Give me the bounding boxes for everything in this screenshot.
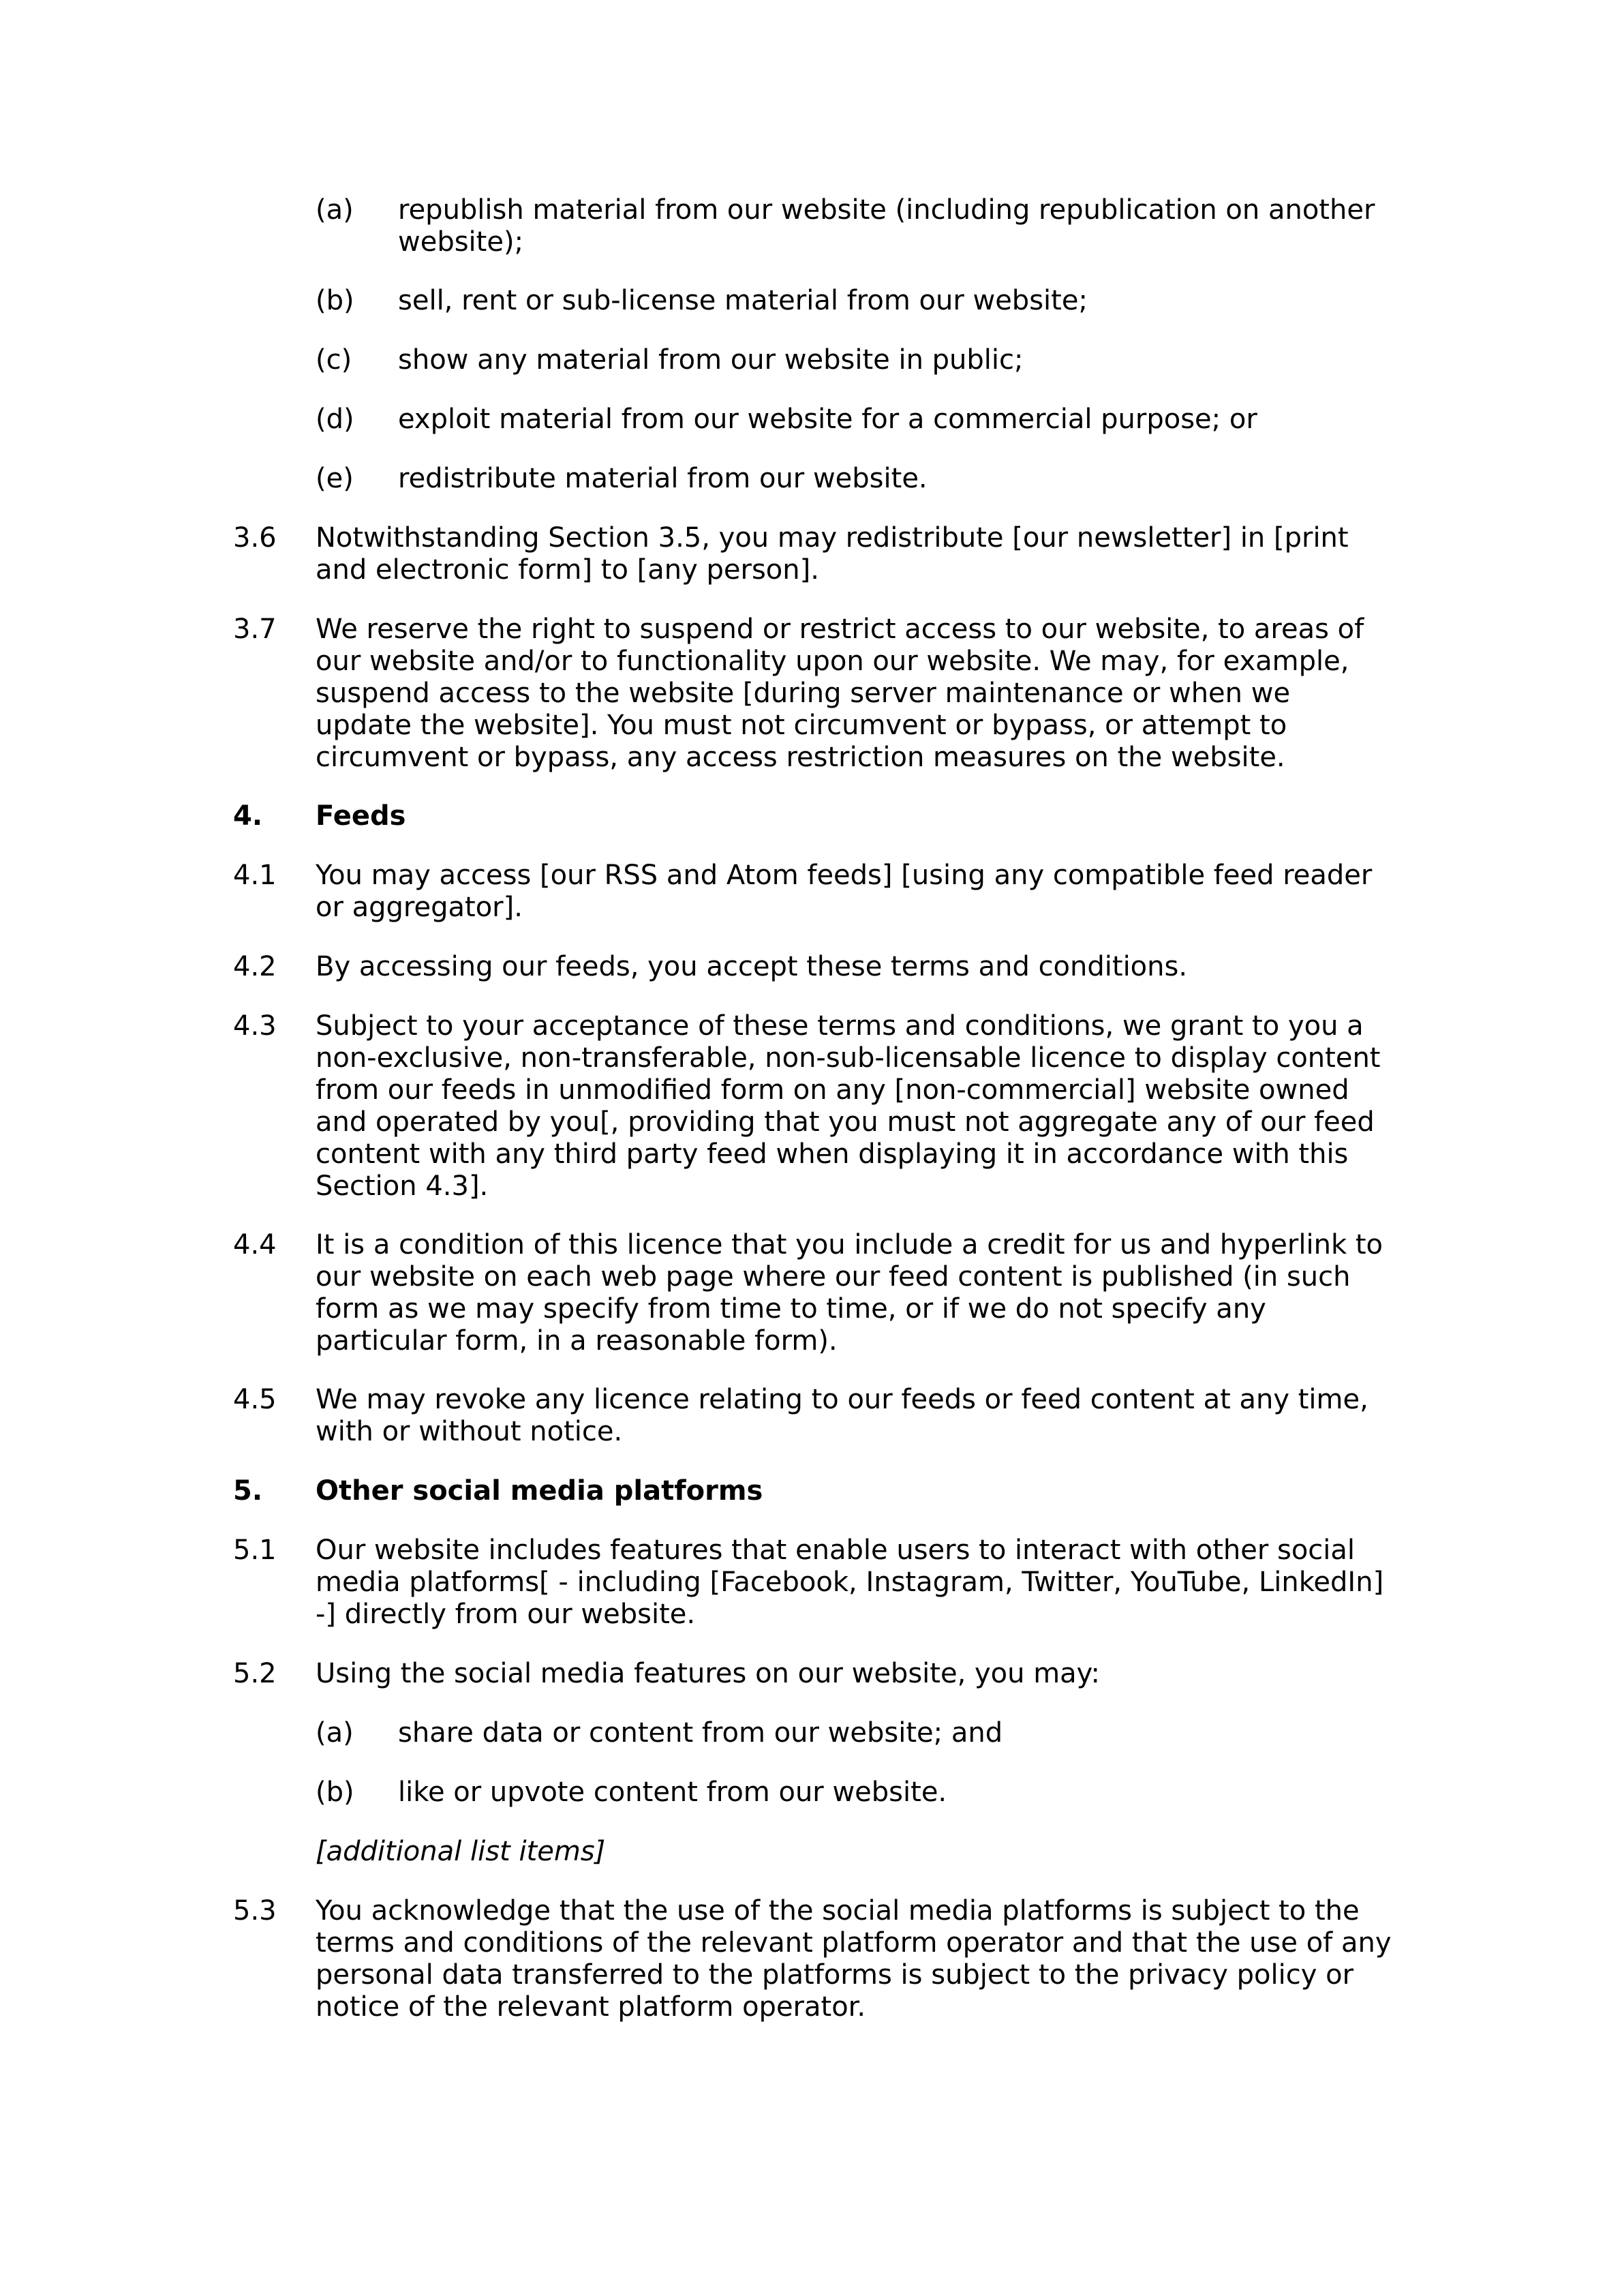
clause-number: 4.4 (233, 1229, 277, 1260)
item-number: (a) (316, 1717, 354, 1749)
clause-text: Notwithstanding Section 3.5, you may redistribute [our newsletter] in [print and electronic form] to [any person]. (316, 522, 1349, 586)
clause-text: Using the social media features on our website, you may: (316, 1658, 1100, 1689)
section-title: Other social media platforms (316, 1475, 763, 1507)
item-text: share data or content from our website; and (398, 1717, 1003, 1749)
section-number: 5. (233, 1475, 263, 1507)
additional-list-items-placeholder: [additional list items] (316, 1836, 606, 1867)
clause-number: 5.1 (233, 1535, 277, 1566)
clause-number: 5.2 (233, 1658, 277, 1689)
clause-text: You may access [our RSS and Atom feeds] [using any compatible feed reader or aggregator]. (316, 860, 1373, 923)
clause-number: 4.5 (233, 1384, 277, 1415)
item-number: (b) (316, 285, 354, 316)
section-title: Feeds (316, 800, 406, 832)
clause-number: 3.6 (233, 522, 277, 554)
clause-number: 3.7 (233, 614, 277, 645)
clause-number: 4.1 (233, 860, 277, 891)
item-text: like or upvote content from our website. (398, 1777, 947, 1808)
item-text: republish material from our website (including republication on another website); (398, 194, 1375, 258)
clause-number: 5.3 (233, 1895, 277, 1927)
section-number: 4. (233, 800, 263, 832)
clause-text: We reserve the right to suspend or restrict access to our website, to areas of our website and/or to functionality upon our website. We may, for example, suspend access to the website [during server maintenance or when we update the website]. You must not circumvent or bypass, or attempt to circumvent or bypass, any access restriction measures on the website. (316, 614, 1364, 773)
item-number: (a) (316, 194, 354, 226)
item-number: (b) (316, 1777, 354, 1808)
clause-text: Our website includes features that enable users to interact with other social media platforms[ - including [Facebook, Instagram, Twitter, YouTube, LinkedIn] -] directly from our website. (316, 1535, 1384, 1630)
clause-text: You acknowledge that the use of the social media platforms is subject to the terms and conditions of the relevant platform operator and that the use of any personal data transferred to the platforms is subject to the privacy policy or notice of the relevant platform operator. (316, 1895, 1392, 2023)
clause-text: It is a condition of this licence that you include a credit for us and hyperlink to our website on each web page where our feed content is published (in such form as we may specify from time to time, or if we do not specify any particular form, in a reasonable form). (316, 1229, 1383, 1357)
item-text: show any material from our website in public; (398, 344, 1024, 376)
item-number: (e) (316, 463, 354, 494)
item-text: sell, rent or sub-license material from our website; (398, 285, 1088, 316)
clause-text: We may revoke any licence relating to our feeds or feed content at any time, with or without notice. (316, 1384, 1368, 1447)
item-number: (c) (316, 344, 352, 376)
clause-number: 4.3 (233, 1010, 277, 1042)
clause-number: 4.2 (233, 951, 277, 982)
item-number: (d) (316, 404, 354, 435)
item-text: redistribute material from our website. (398, 463, 928, 494)
clause-text: By accessing our feeds, you accept these terms and conditions. (316, 951, 1188, 982)
clause-text: Subject to your acceptance of these terms and conditions, we grant to you a non-exclusive, non-transferable, non-sub-licensable licence to display content from our feeds in unmodified form on any [non-commercial] website owned and operated by you[, providing that you must not aggregate any of our feed content with any third party feed when displaying it in accordance with this Section 4.3]. (316, 1010, 1381, 1202)
item-text: exploit material from our website for a commercial purpose; or (398, 404, 1257, 435)
